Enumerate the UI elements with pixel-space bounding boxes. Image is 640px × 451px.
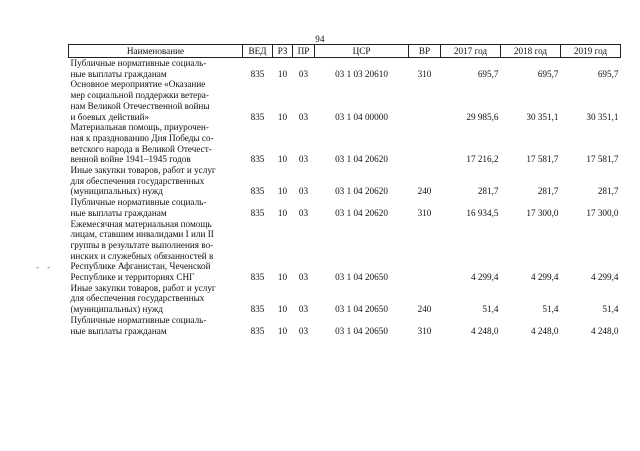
cell-ved: 835: [250, 207, 265, 218]
cell-pr: 03: [298, 154, 309, 165]
cell-y2018: 4 299,4: [530, 272, 559, 283]
cell-y2019: 4 248,0: [590, 325, 619, 336]
row-name: [69, 219, 243, 283]
row-name-line: мер социальной поддержки ветера-: [70, 90, 209, 101]
header-2017: 2017 год: [441, 45, 501, 58]
cell-pr: 03: [298, 272, 309, 283]
row-name: [69, 283, 243, 315]
budget-table: [68, 44, 621, 336]
cell-pr: 03: [298, 186, 309, 197]
row-name-line: для обеспечения государственных: [70, 175, 205, 186]
row-name-line: Республике и территориях СНГ: [70, 272, 195, 283]
table-row: [69, 79, 621, 122]
cell-vr: 240: [417, 186, 432, 197]
cell-y2018: 695,7: [537, 68, 559, 79]
table-body: [69, 58, 621, 337]
row-name-line: венной войне 1941–1945 годов: [70, 154, 191, 165]
cell-y2017: 4 248,0: [470, 325, 499, 336]
table-row: [69, 219, 621, 283]
header-vr: ВР: [409, 45, 441, 58]
cell-csr: 03 1 04 00000: [335, 111, 388, 122]
cell-pr: 03: [298, 325, 309, 336]
row-name-line: (муниципальных) нужд: [70, 304, 163, 315]
cell-rz: 10: [277, 68, 288, 79]
header-name: Наименование: [69, 45, 243, 58]
cell-y2019: 281,7: [597, 186, 619, 197]
cell-vr: 240: [417, 304, 432, 315]
row-name-line: Иные закупки товаров, работ и услуг: [70, 282, 216, 293]
cell-y2018: 17 300,0: [526, 207, 559, 218]
header-rz: РЗ: [273, 45, 293, 58]
row-name-line: лицам, ставшим инвалидами I или II: [70, 229, 214, 240]
cell-y2017: 281,7: [477, 186, 499, 197]
cell-y2019: 30 351,1: [586, 111, 619, 122]
row-name-line: (муниципальных) нужд: [70, 186, 163, 197]
header-2019: 2019 год: [561, 45, 621, 58]
cell-y2018: 51,4: [542, 304, 559, 315]
cell-y2019: 51,4: [602, 304, 619, 315]
cell-csr: 03 1 03 20610: [335, 68, 388, 79]
cell-rz: 10: [277, 111, 288, 122]
cell-rz: 10: [277, 207, 288, 218]
cell-ved: 835: [250, 325, 265, 336]
cell-y2017: 51,4: [482, 304, 499, 315]
cell-y2019: 17 300,0: [586, 207, 619, 218]
row-name-line: Публичные нормативные социаль-: [70, 58, 207, 68]
cell-ved: 835: [250, 304, 265, 315]
row-name: [69, 315, 243, 336]
cell-csr: 03 1 04 20650: [335, 272, 388, 283]
row-name-line: Иные закупки товаров, работ и услуг: [70, 165, 216, 176]
table-row: [69, 165, 621, 197]
row-name-line: ветского народа в Великой Отечест-: [70, 143, 212, 154]
cell-vr: [409, 122, 441, 165]
cell-csr: 03 1 04 20650: [335, 325, 388, 336]
row-name-line: Основное мероприятие «Оказание: [70, 79, 206, 90]
row-name-line: ные выплаты гражданам: [70, 207, 167, 218]
cell-csr: 03 1 04 20650: [335, 304, 388, 315]
table-row: [69, 122, 621, 165]
cell-vr: 310: [417, 325, 432, 336]
page-number: 94: [315, 34, 325, 44]
cell-y2017: 4 299,4: [470, 272, 499, 283]
cell-rz: 10: [277, 154, 288, 165]
cell-pr: 03: [298, 111, 309, 122]
row-name-line: группы в результате выполнения во-: [70, 239, 214, 250]
row-name-line: Ежемесячная материальная помощь: [70, 218, 212, 229]
cell-y2017: 16 934,5: [466, 207, 499, 218]
row-name: [69, 58, 243, 80]
table-row: [69, 58, 621, 80]
cell-y2017: 17 216,2: [466, 154, 499, 165]
row-name-line: Республике Афганистан, Чеченской: [70, 261, 211, 272]
cell-ved: 835: [250, 272, 265, 283]
cell-y2018: 4 248,0: [530, 325, 559, 336]
row-name: [69, 79, 243, 122]
cell-y2017: 695,7: [477, 68, 499, 79]
cell-y2019: 4 299,4: [590, 272, 619, 283]
cell-ved: 835: [250, 111, 265, 122]
row-name-line: Публичные нормативные социаль-: [70, 314, 207, 325]
cell-y2018: 281,7: [537, 186, 559, 197]
cell-ved: 835: [250, 154, 265, 165]
row-name-line: инских и служебных обязанностей в: [70, 250, 214, 261]
cell-pr: 03: [298, 68, 309, 79]
cell-y2019: 17 581,7: [586, 154, 619, 165]
cell-csr: 03 1 04 20620: [335, 186, 388, 197]
table-header-row: [69, 45, 621, 58]
header-csr: ЦСР: [315, 45, 409, 58]
table-row: [69, 283, 621, 315]
cell-vr: 310: [417, 68, 432, 79]
cell-y2018: 17 581,7: [526, 154, 559, 165]
margin-mark: - -: [36, 262, 54, 272]
header-pr: ПР: [293, 45, 315, 58]
table-row: [69, 197, 621, 218]
cell-rz: 10: [277, 272, 288, 283]
cell-y2017: 29 985,6: [466, 111, 499, 122]
cell-csr: 03 1 04 20620: [335, 207, 388, 218]
cell-ved: 835: [250, 186, 265, 197]
row-name: [69, 197, 243, 218]
cell-vr: [409, 79, 441, 122]
cell-y2019: 695,7: [597, 68, 619, 79]
header-2018: 2018 год: [501, 45, 561, 58]
cell-pr: 03: [298, 304, 309, 315]
row-name: [69, 165, 243, 197]
header-ved: ВЕД: [243, 45, 273, 58]
cell-vr: [409, 219, 441, 283]
row-name-line: ная к празднованию Дня Победы со-: [70, 132, 214, 143]
cell-pr: 03: [298, 207, 309, 218]
row-name-line: ные выплаты гражданам: [70, 325, 167, 336]
cell-csr: 03 1 04 20620: [335, 154, 388, 165]
row-name-line: нам Великой Отечественной войны: [70, 100, 210, 111]
row-name-line: для обеспечения государственных: [70, 293, 205, 304]
cell-rz: 10: [277, 325, 288, 336]
cell-rz: 10: [277, 304, 288, 315]
cell-ved: 835: [250, 68, 265, 79]
row-name: [69, 122, 243, 165]
row-name-line: и боевых действий»: [70, 111, 150, 122]
row-name-line: Материальная помощь, приурочен-: [70, 122, 209, 133]
cell-vr: 310: [417, 207, 432, 218]
row-name-line: ные выплаты гражданам: [70, 68, 167, 79]
table-row: [69, 315, 621, 336]
row-name-line: Публичные нормативные социаль-: [70, 197, 207, 208]
cell-rz: 10: [277, 186, 288, 197]
cell-y2018: 30 351,1: [526, 111, 559, 122]
